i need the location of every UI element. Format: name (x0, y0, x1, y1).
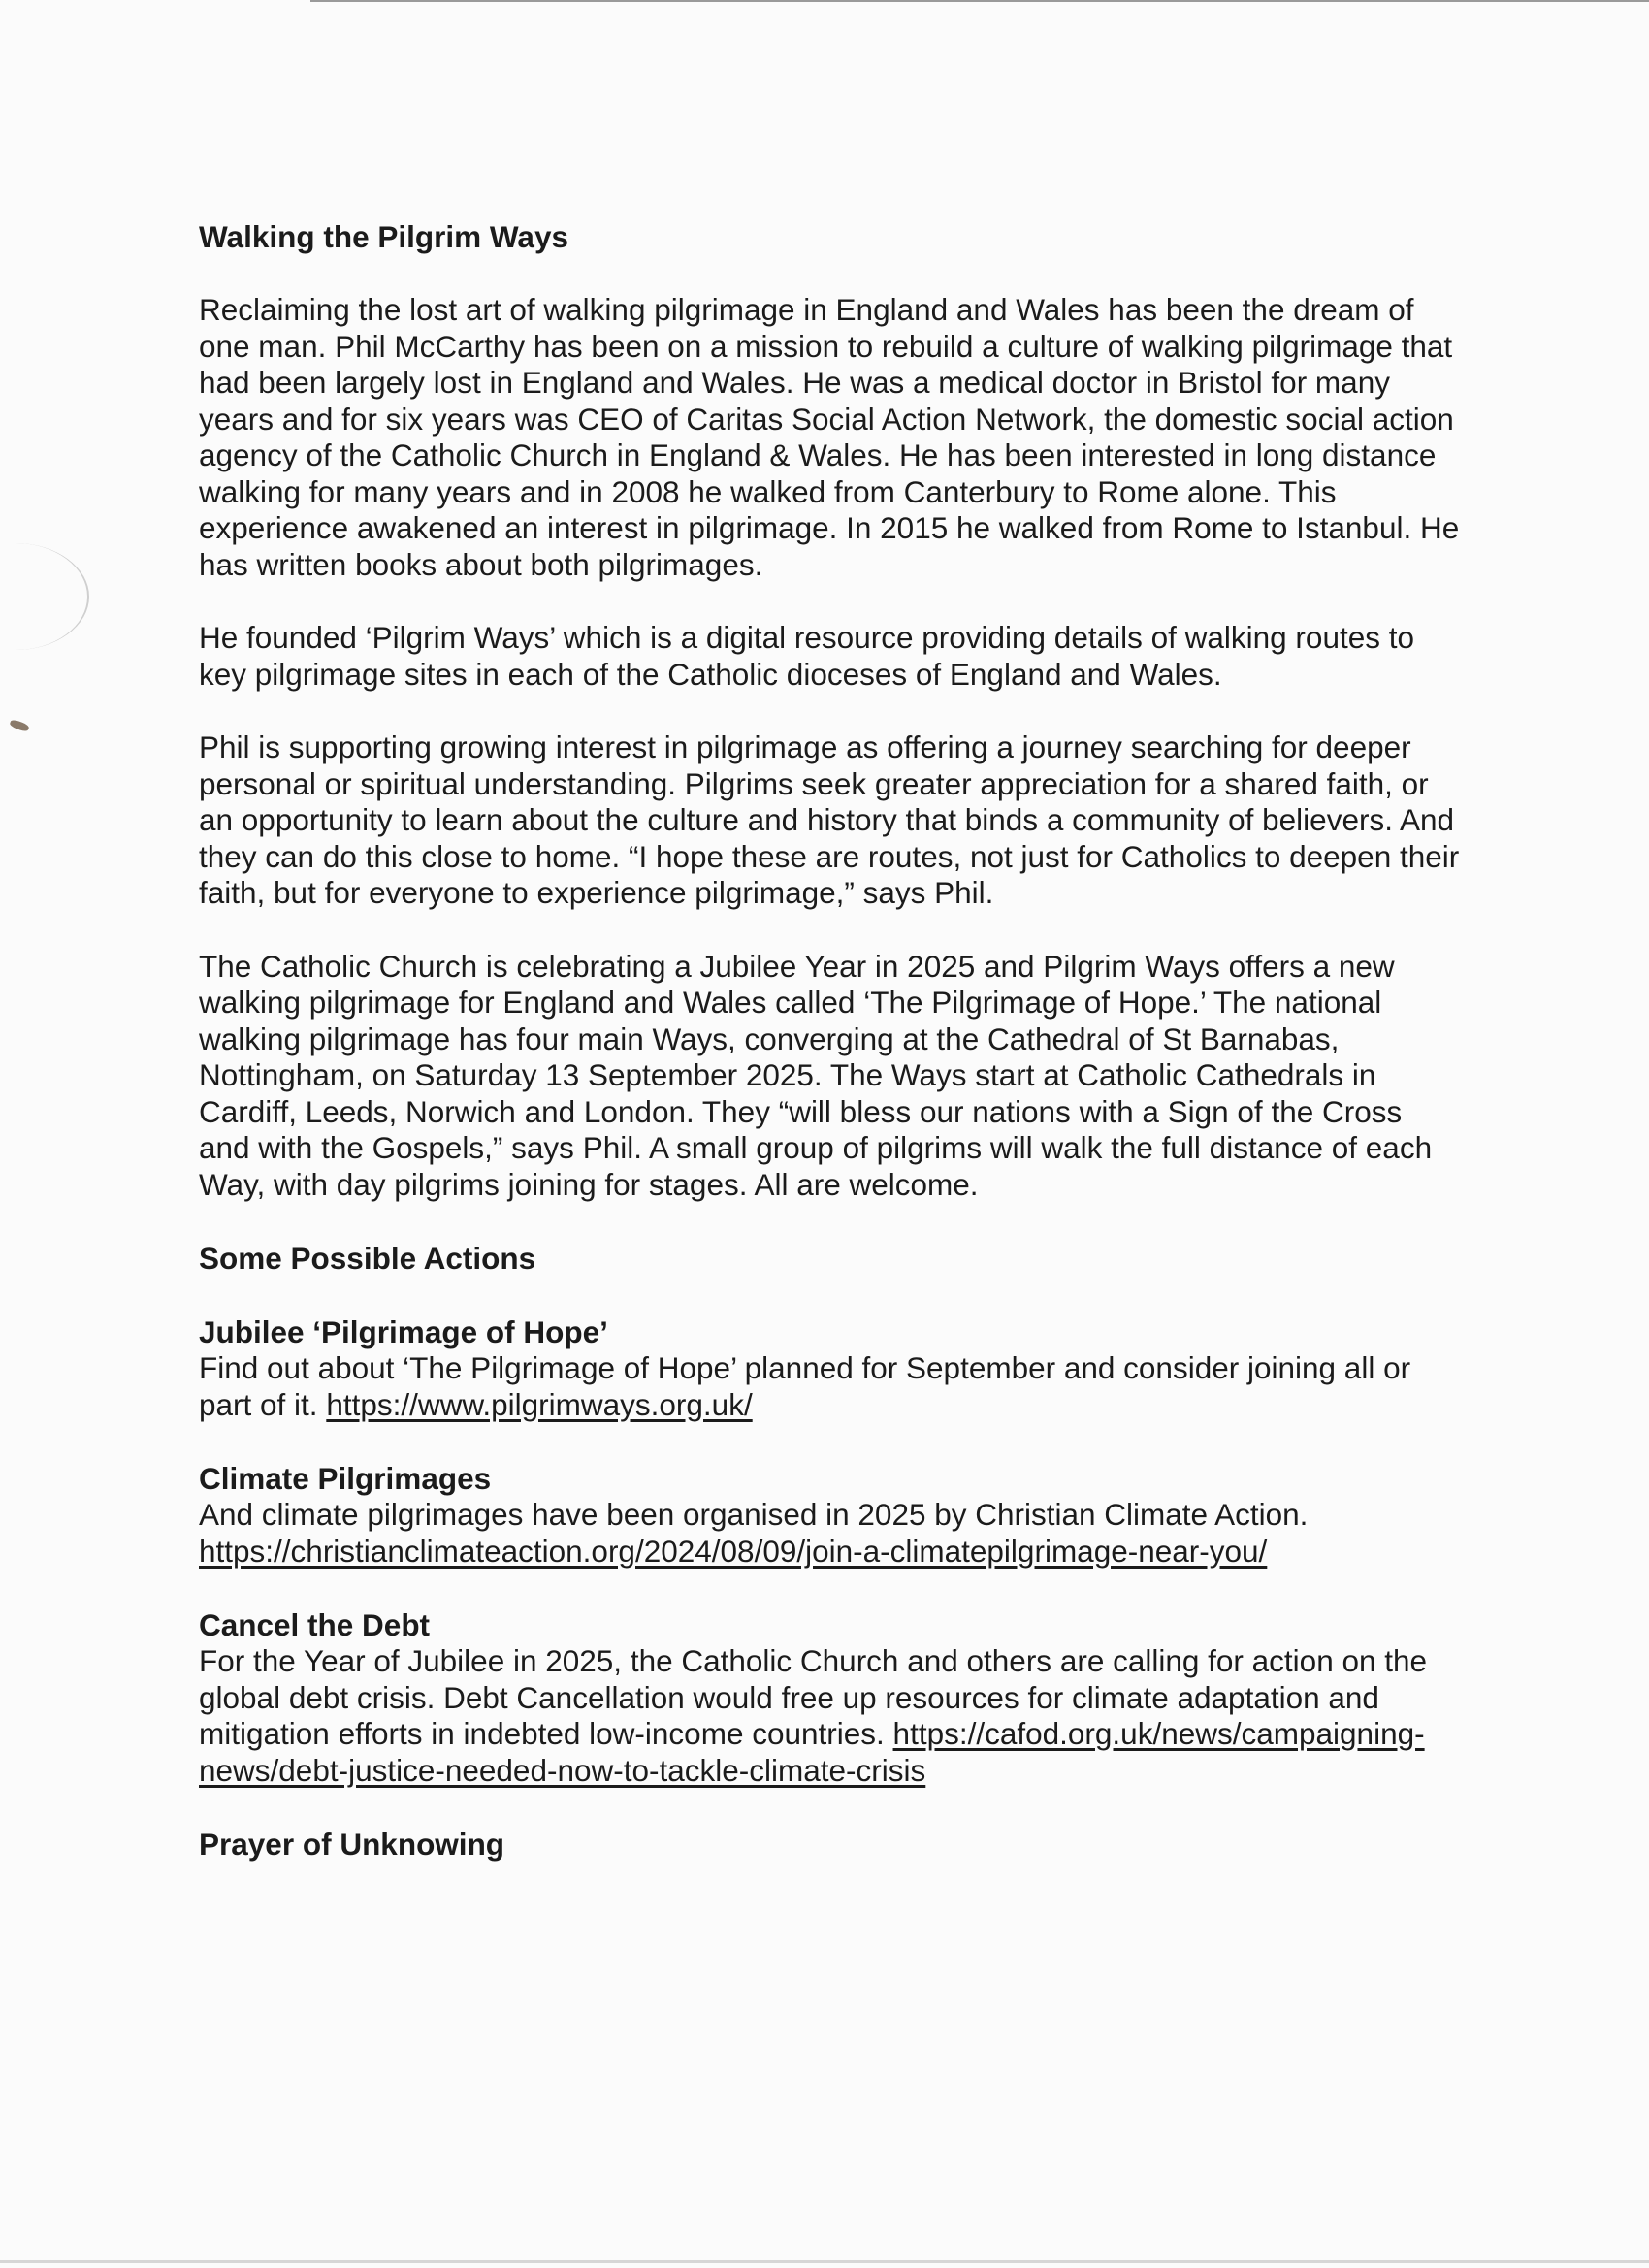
action-title: Jubilee ‘Pilgrimage of Hope’ (199, 1314, 608, 1349)
document-page (199, 218, 1460, 1899)
pilgrim-ways-paragraph: He founded ‘Pilgrim Ways’ which is a digital resource providing details of walking routes to key pilgrimage sites in each of the Catholic dioceses of England and Wales. (199, 620, 1415, 692)
action-description (199, 1497, 1460, 1570)
scan-edge-bottom (0, 2260, 1649, 2263)
action-title: Climate Pilgrimages (199, 1461, 492, 1496)
jubilee-paragraph: The Catholic Church is celebrating a Jubilee Year in 2025 and Pilgrim Ways offers a new walking pilgrimage for England and Wales called ‘The Pilgrimage of Hope.’ The national walking pilgrimage has four main Ways, converging at the Cathedral of St Barnabas, Nottingham, on Saturday 13 September 2025. The Ways start at Catholic Cathedrals in Cardiff, Leeds, Norwich and London. They “will bless our nations with a Sign of the Cross and with the Gospels,” says Phil. A small group of pilgrims will walk the full distance of each Way, with day pilgrims joining for stages. All are welcome. (199, 948, 1433, 1202)
closing-heading: Prayer of Unknowing (199, 1827, 505, 1862)
action-text: Find out about ‘The Pilgrimage of Hope’ planned for September and consider joining all or part of it. (199, 1350, 1411, 1422)
action-title: Cancel the Debt (199, 1607, 431, 1642)
action-description (199, 1643, 1460, 1789)
action-description (199, 1350, 1460, 1423)
scan-edge-top (310, 0, 1649, 2)
punch-hole-mark (0, 543, 89, 650)
action-item-pilgrimage-of-hope (199, 1313, 1460, 1423)
document-title: Walking the Pilgrim Ways (199, 219, 568, 254)
action-text: And climate pilgrimages have been organised in 2025 by Christian Climate Action. (199, 1497, 1309, 1532)
actions-heading: Some Possible Actions (199, 1241, 536, 1276)
scan-speck (9, 719, 30, 732)
action-item-climate-pilgrimages (199, 1460, 1460, 1570)
cafod-link[interactable]: https://cafod.org.uk/news/campaigning-news/debt-justice-needed-now-to-tackle-climate-crisis (199, 1716, 1425, 1788)
intro-paragraph: Reclaiming the lost art of walking pilgrimage in England and Wales has been the dream of one man. Phil McCarthy has been on a mission to rebuild a culture of walking pilgrimage that had been largely lost in England and Wales. He was a medical doctor in Bristol for many years and for six years was CEO of Caritas Social Action Network, the domestic social action agency of the Catholic Church in England & Wales. He has been interested in long distance walking for many years and in 2008 he walked from Canterbury to Rome alone. This experience awakened an interest in pilgrimage. In 2015 he walked from Rome to Istanbul. He has written books about both pilgrimages. (199, 292, 1460, 582)
interest-paragraph: Phil is supporting growing interest in pilgrimage as offering a journey searching for deeper personal or spiritual understanding. Pilgrims seek greater appreciation for a shared faith, or an opportunity to learn about the culture and history that binds a community of believers. And they can do this close to home. “I hope these are routes, not just for Catholics to deepen their faith, but for everyone to experience pilgrimage,” says Phil. (199, 729, 1460, 910)
action-text: For the Year of Jubilee in 2025, the Catholic Church and others are calling for action on the global debt crisis. Debt Cancellation would free up resources for climate adaptation and mitigation efforts in indebted low-income countries. (199, 1643, 1428, 1751)
christian-climate-action-link[interactable]: https://christianclimateaction.org/2024/08/09/join-a-climatepilgrimage-near-you/ (199, 1533, 1268, 1569)
action-item-cancel-the-debt (199, 1606, 1460, 1789)
pilgrimways-link[interactable]: https://www.pilgrimways.org.uk/ (326, 1386, 753, 1422)
